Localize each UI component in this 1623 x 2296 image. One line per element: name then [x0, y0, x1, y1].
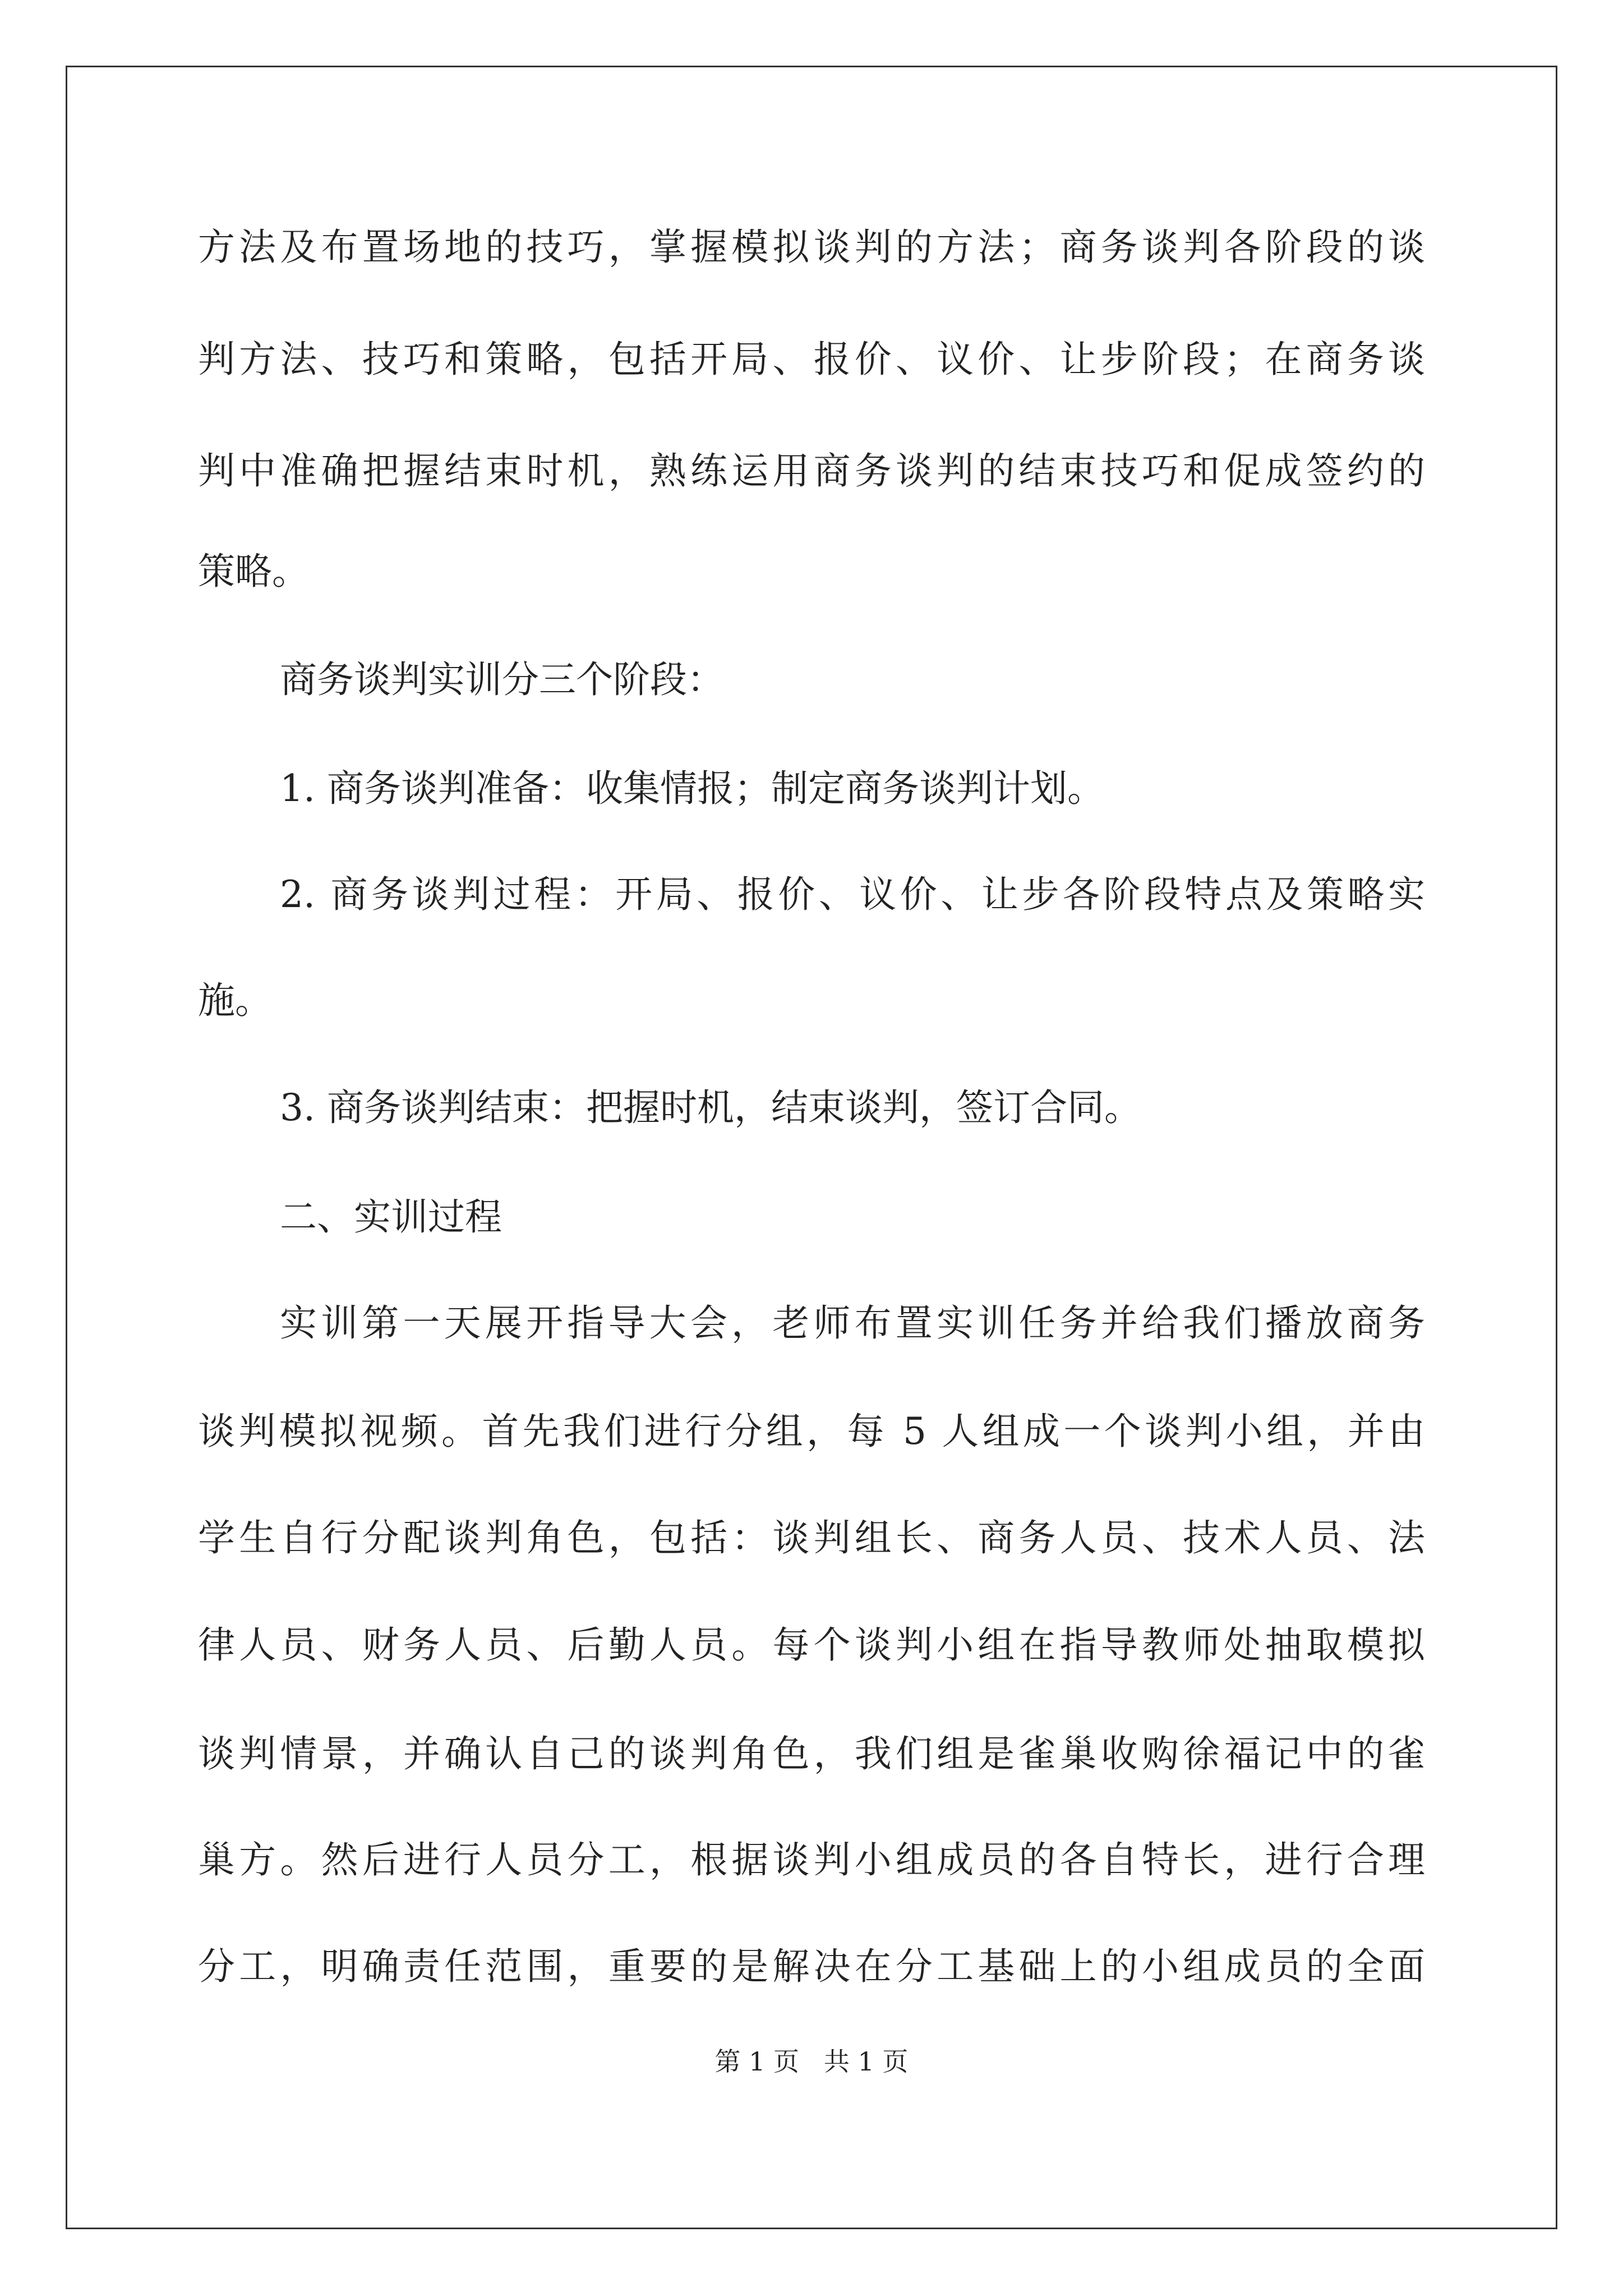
- text-line: 1. 商务谈判准备：收集情报；制定商务谈判计划。: [280, 767, 1104, 810]
- page-number-footer: 第 1 页 共 1 页: [714, 2046, 909, 2077]
- text-line: 判中准确把握结束时机，熟练运用商务谈判的结束技巧和促成签约的: [198, 449, 1425, 493]
- text-line: 谈判模拟视频。首先我们进行分组，每 5 人组成一个谈判小组，并由: [198, 1410, 1425, 1453]
- text-line: 分工，明确责任范围，重要的是解决在分工基础上的小组成员的全面: [198, 1945, 1425, 1988]
- text-line: 实训第一天展开指导大会，老师布置实训任务并给我们播放商务: [280, 1301, 1425, 1345]
- section-heading: 二、实训过程: [280, 1195, 502, 1239]
- text-line: 2. 商务谈判过程：开局、报价、议价、让步各阶段特点及策略实: [280, 873, 1425, 916]
- text-line: 策略。: [198, 550, 309, 593]
- text-line: 学生自行分配谈判角色，包括：谈判组长、商务人员、技术人员、法: [198, 1516, 1425, 1559]
- text-line: 3. 商务谈判结束：把握时机，结束谈判，签订合同。: [280, 1086, 1141, 1129]
- page-border: [66, 66, 1557, 2229]
- text-line: 判方法、技巧和策略，包括开局、报价、议价、让步阶段；在商务谈: [198, 338, 1425, 381]
- text-line: 方法及布置场地的技巧，掌握模拟谈判的方法；商务谈判各阶段的谈: [198, 226, 1425, 269]
- text-line: 律人员、财务人员、后勤人员。每个谈判小组在指导教师处抽取模拟: [198, 1623, 1425, 1667]
- text-line: 巢方。然后进行人员分工，根据谈判小组成员的各自特长，进行合理: [198, 1838, 1425, 1881]
- text-line: 施。: [198, 979, 272, 1022]
- text-line: 商务谈判实训分三个阶段：: [280, 658, 724, 701]
- text-line: 谈判情景，并确认自己的谈判角色，我们组是雀巢收购徐福记中的雀: [198, 1732, 1425, 1775]
